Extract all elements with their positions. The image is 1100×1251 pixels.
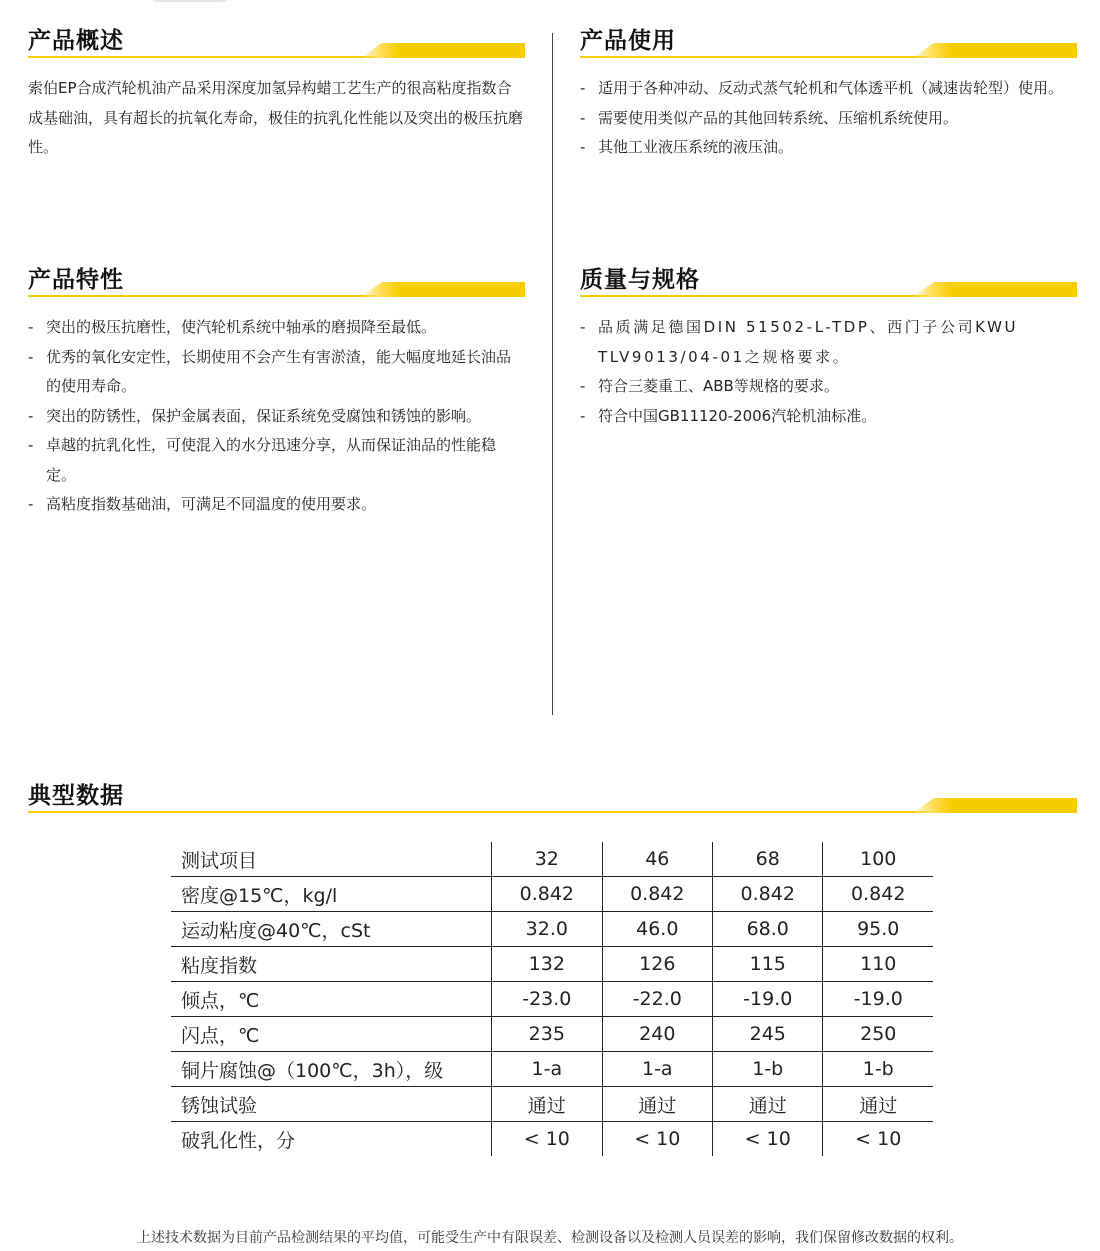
table-cell: 235	[492, 1017, 602, 1052]
table-cell: 通过	[713, 1087, 823, 1122]
row-label: 密度@15℃，kg/l	[171, 877, 492, 912]
section-header	[28, 239, 525, 297]
yellow-accent-bar	[912, 282, 1077, 297]
row-label: 倾点，℃	[171, 982, 492, 1017]
section-quality	[580, 239, 1077, 431]
table-row	[171, 1122, 933, 1157]
table-cell: 115	[713, 947, 823, 982]
table-cell: 通过	[823, 1087, 933, 1122]
table-cell: 250	[823, 1017, 933, 1052]
section-header	[580, 239, 1077, 297]
section-header	[580, 0, 1077, 58]
list-item: - 符合三菱重工、ABB等规格的要求。	[580, 372, 1077, 402]
table-cell: < 10	[823, 1122, 933, 1157]
column-header: 100	[823, 842, 933, 877]
table-cell: 132	[492, 947, 602, 982]
table-cell: 46.0	[602, 912, 712, 947]
section-typical-data	[28, 755, 1077, 813]
table-cell: 0.842	[602, 877, 712, 912]
section-title: 产品概述	[28, 28, 124, 54]
list-item: - 优秀的氧化安定性，长期使用不会产生有害淤渣，能大幅度地延长油品的使用寿命。	[28, 343, 525, 402]
section-title: 典型数据	[28, 783, 124, 809]
section-features	[28, 239, 525, 520]
column-header: 68	[713, 842, 823, 877]
table-cell: -23.0	[492, 982, 602, 1017]
section-title: 质量与规格	[580, 267, 700, 293]
row-label: 粘度指数	[171, 947, 492, 982]
table-cell: 0.842	[713, 877, 823, 912]
table-cell: < 10	[602, 1122, 712, 1157]
table-row	[171, 982, 933, 1017]
table-cell: 通过	[602, 1087, 712, 1122]
table-row	[171, 912, 933, 947]
table-row	[171, 1052, 933, 1087]
yellow-accent-bar	[912, 798, 1077, 813]
section-overview	[28, 0, 525, 163]
table-cell: 68.0	[713, 912, 823, 947]
column-header: 46	[602, 842, 712, 877]
table-cell: 1-b	[823, 1052, 933, 1087]
list-item: - 符合中国GB11120-2006汽轮机油标准。	[580, 402, 1077, 432]
list-item: - 需要使用类似产品的其他回转系统、压缩机系统使用。	[580, 104, 1077, 134]
row-label: 破乳化性，分	[181, 1129, 296, 1152]
table-cell: < 10	[492, 1122, 602, 1157]
table-cell: 126	[602, 947, 712, 982]
yellow-accent-bar	[360, 282, 525, 297]
table-cell: -22.0	[602, 982, 712, 1017]
table-cell: 1-a	[602, 1052, 712, 1087]
table-cell: 245	[713, 1017, 823, 1052]
table-cell: < 10	[713, 1122, 823, 1157]
column-header: 32	[492, 842, 602, 877]
table-cell: 240	[602, 1017, 712, 1052]
list-item: - 其他工业液压系统的液压油。	[580, 133, 1077, 163]
typical-data-table	[171, 842, 933, 1156]
section-usage	[580, 0, 1077, 163]
list-item: - 适用于各种冲动、反动式蒸气轮机和气体透平机（减速齿轮型）使用。	[580, 74, 1077, 104]
table-cell: 1-a	[492, 1052, 602, 1087]
list-item: - 高粘度指数基础油，可满足不同温度的使用要求。	[28, 490, 525, 520]
list-item: - 卓越的抗乳化性，可使混入的水分迅速分享，从而保证油品的性能稳定。	[28, 431, 525, 490]
column-divider	[552, 33, 553, 715]
table-cell: 0.842	[823, 877, 933, 912]
table-row	[171, 1017, 933, 1052]
table-cell: 95.0	[823, 912, 933, 947]
table-header-row	[171, 842, 933, 877]
usage-list	[580, 58, 1077, 163]
row-label: 运动粘度@40℃，cSt	[171, 912, 492, 947]
column-header: 测试项目	[171, 842, 492, 877]
section-title: 产品使用	[580, 28, 676, 54]
list-item: - 突出的极压抗磨性，使汽轮机系统中轴承的磨损降至最低。	[28, 313, 525, 343]
table-row	[171, 947, 933, 982]
table-row	[171, 877, 933, 912]
features-list	[28, 297, 525, 520]
table-row	[171, 1087, 933, 1122]
table-cell: -19.0	[713, 982, 823, 1017]
section-header	[28, 755, 1077, 813]
quality-list	[580, 297, 1077, 431]
table-cell: 110	[823, 947, 933, 982]
footnote: 上述技术数据为目前产品检测结果的平均值，可能受生产中有限误差、检测设备以及检测人员误差的影响，我们保留修改数据的权利。	[137, 1230, 963, 1246]
table-cell: 1-b	[713, 1052, 823, 1087]
row-label: 铜片腐蚀@（100℃，3h），级	[171, 1052, 492, 1087]
table-cell: 32.0	[492, 912, 602, 947]
table-cell: 0.842	[492, 877, 602, 912]
yellow-accent-bar	[360, 43, 525, 58]
list-item: - 品质满足德国DIN 51502-L-TDP、西门子公司KWU TLV9013/04-01之规格要求。	[580, 313, 1077, 372]
list-item: - 突出的防锈性，保护金属表面，保证系统免受腐蚀和锈蚀的影响。	[28, 402, 525, 432]
row-label: 闪点，℃	[171, 1017, 492, 1052]
section-header	[28, 0, 525, 58]
table-cell: -19.0	[823, 982, 933, 1017]
table-cell: 通过	[492, 1087, 602, 1122]
overview-text: 索伯EP合成汽轮机油产品采用深度加氢异构蜡工艺生产的很高粘度指数合成基础油，具有超长的抗氧化寿命，极佳的抗乳化性能以及突出的极压抗磨性。	[28, 79, 524, 156]
row-label: 锈蚀试验	[171, 1087, 492, 1122]
yellow-accent-bar	[912, 43, 1077, 58]
section-title: 产品特性	[28, 267, 124, 293]
